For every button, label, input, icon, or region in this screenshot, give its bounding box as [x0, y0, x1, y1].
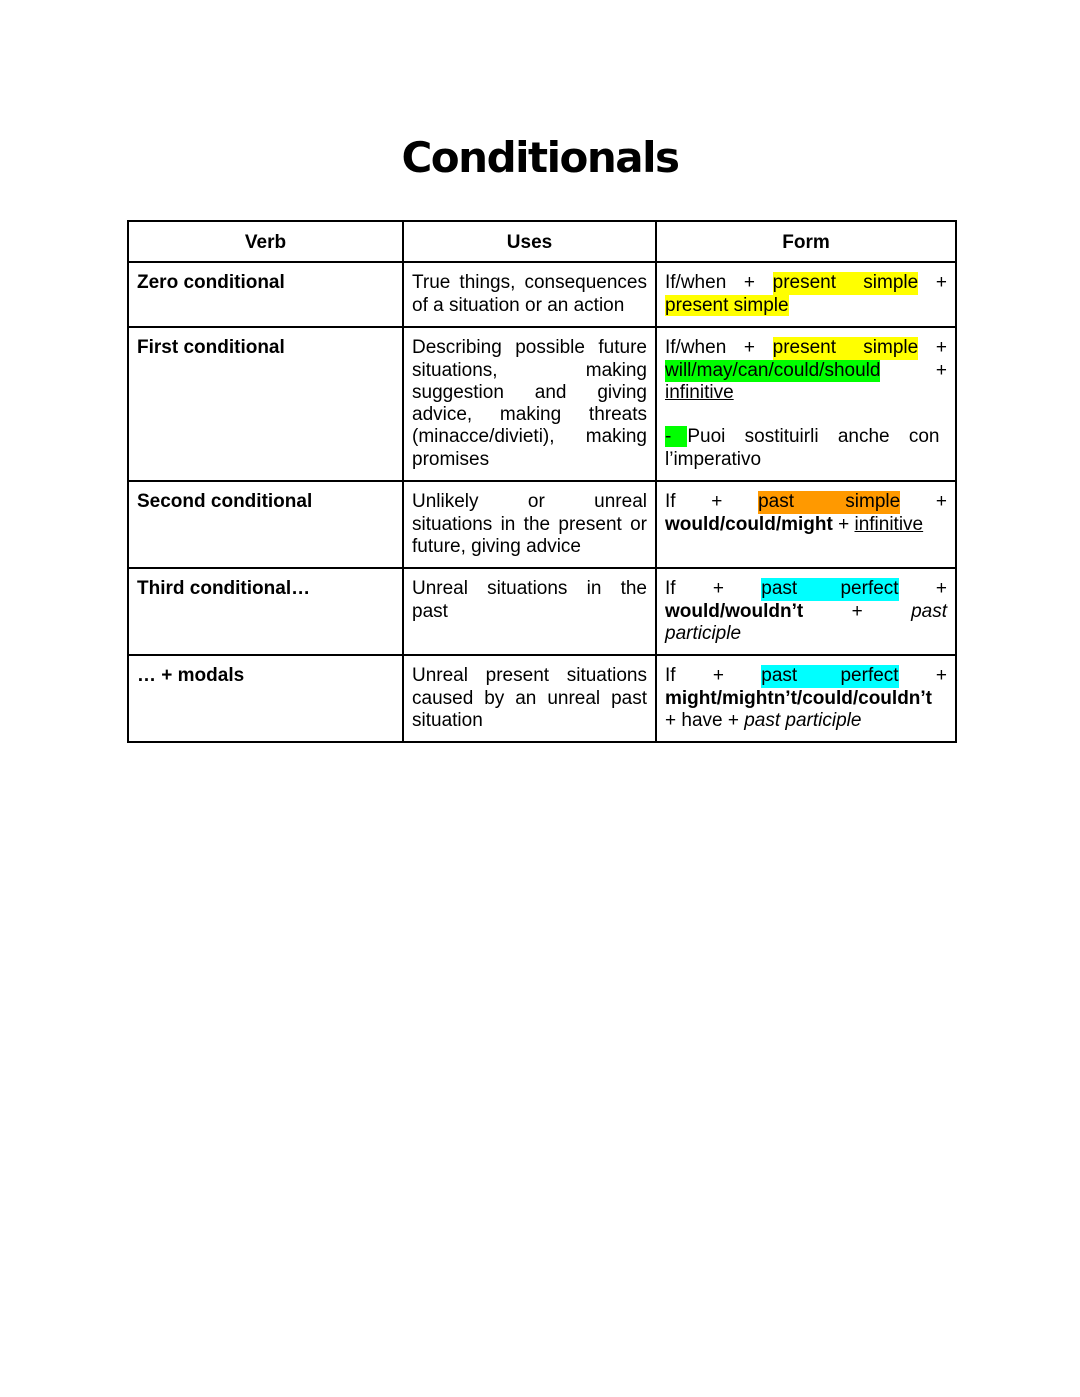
table-row — [128, 327, 956, 481]
form-note: l’imperativo — [665, 448, 762, 470]
highlight-past-simple: past simple — [758, 491, 901, 513]
form-modals: would/could/might — [665, 513, 833, 535]
form-cell — [656, 568, 956, 655]
uses-cell: True things, consequences of a situation or an action — [403, 262, 656, 327]
verb-cell: Zero conditional — [128, 262, 403, 327]
form-text: If — [665, 491, 676, 513]
form-text: past participle — [744, 709, 862, 731]
form-cell — [656, 327, 956, 481]
form-text: + — [712, 665, 724, 687]
verb-cell: Third conditional… — [128, 568, 403, 655]
form-text: + — [712, 578, 724, 600]
header-form: Form — [656, 221, 956, 262]
highlight-modals: will/may/can/could/should — [665, 359, 881, 381]
form-modals: would/wouldn’t — [665, 600, 804, 622]
form-text: + — [743, 272, 756, 294]
form-text: + — [935, 359, 947, 381]
table-row — [128, 568, 956, 655]
verb-cell: … + modals — [128, 655, 403, 742]
form-text: + — [935, 665, 947, 687]
form-text: + — [935, 578, 947, 600]
uses-cell: Unreal present situations caused by an unreal past situation — [403, 655, 656, 742]
form-text: + — [838, 513, 850, 535]
verb-cell: First conditional — [128, 327, 403, 481]
highlight-present-simple: present simple — [665, 294, 789, 316]
form-text: participle — [665, 622, 742, 644]
form-text: + — [711, 491, 723, 513]
form-text: + — [935, 272, 947, 294]
form-text: If/when — [665, 272, 727, 294]
form-modals: might/mightn’t/could/couldn’t — [665, 687, 933, 709]
form-infinitive: infinitive — [665, 381, 734, 403]
form-text: + — [935, 491, 947, 513]
uses-cell: Unlikely or unreal situations in the present or future, giving advice — [403, 481, 656, 568]
page-title: Conditionals — [401, 133, 679, 182]
form-cell — [656, 262, 956, 327]
form-note: Puoi sostituirli anche con — [687, 426, 940, 448]
header-uses: Uses — [403, 221, 656, 262]
table-row — [128, 262, 956, 327]
form-text: + — [851, 600, 863, 622]
highlight-past-perfect: past perfect — [761, 578, 899, 600]
form-text: If/when — [665, 337, 727, 359]
form-text: + — [743, 337, 756, 359]
form-cell — [656, 481, 956, 568]
highlight-past-perfect: past perfect — [761, 665, 899, 687]
highlight-present-simple: present simple — [772, 337, 919, 359]
form-text: past — [911, 600, 947, 622]
uses-cell: Unreal situations in the past — [403, 568, 656, 655]
form-cell — [656, 655, 956, 742]
highlight-present-simple: present simple — [772, 272, 919, 294]
header-verb: Verb — [128, 221, 403, 262]
green-dash-marker: - — [665, 426, 687, 447]
uses-cell: Describing possible future situations, making suggestion and giving advice, making threats (minacce/divieti), making promises — [403, 327, 656, 481]
header-row — [128, 221, 956, 262]
form-text: If — [665, 578, 676, 600]
form-text: If — [665, 665, 676, 687]
form-text: + have + — [665, 709, 739, 731]
verb-cell: Second conditional — [128, 481, 403, 568]
conditionals-table — [127, 220, 957, 743]
form-infinitive: infinitive — [854, 513, 924, 535]
form-text: + — [935, 337, 947, 359]
table-row — [128, 481, 956, 568]
table-row — [128, 655, 956, 742]
